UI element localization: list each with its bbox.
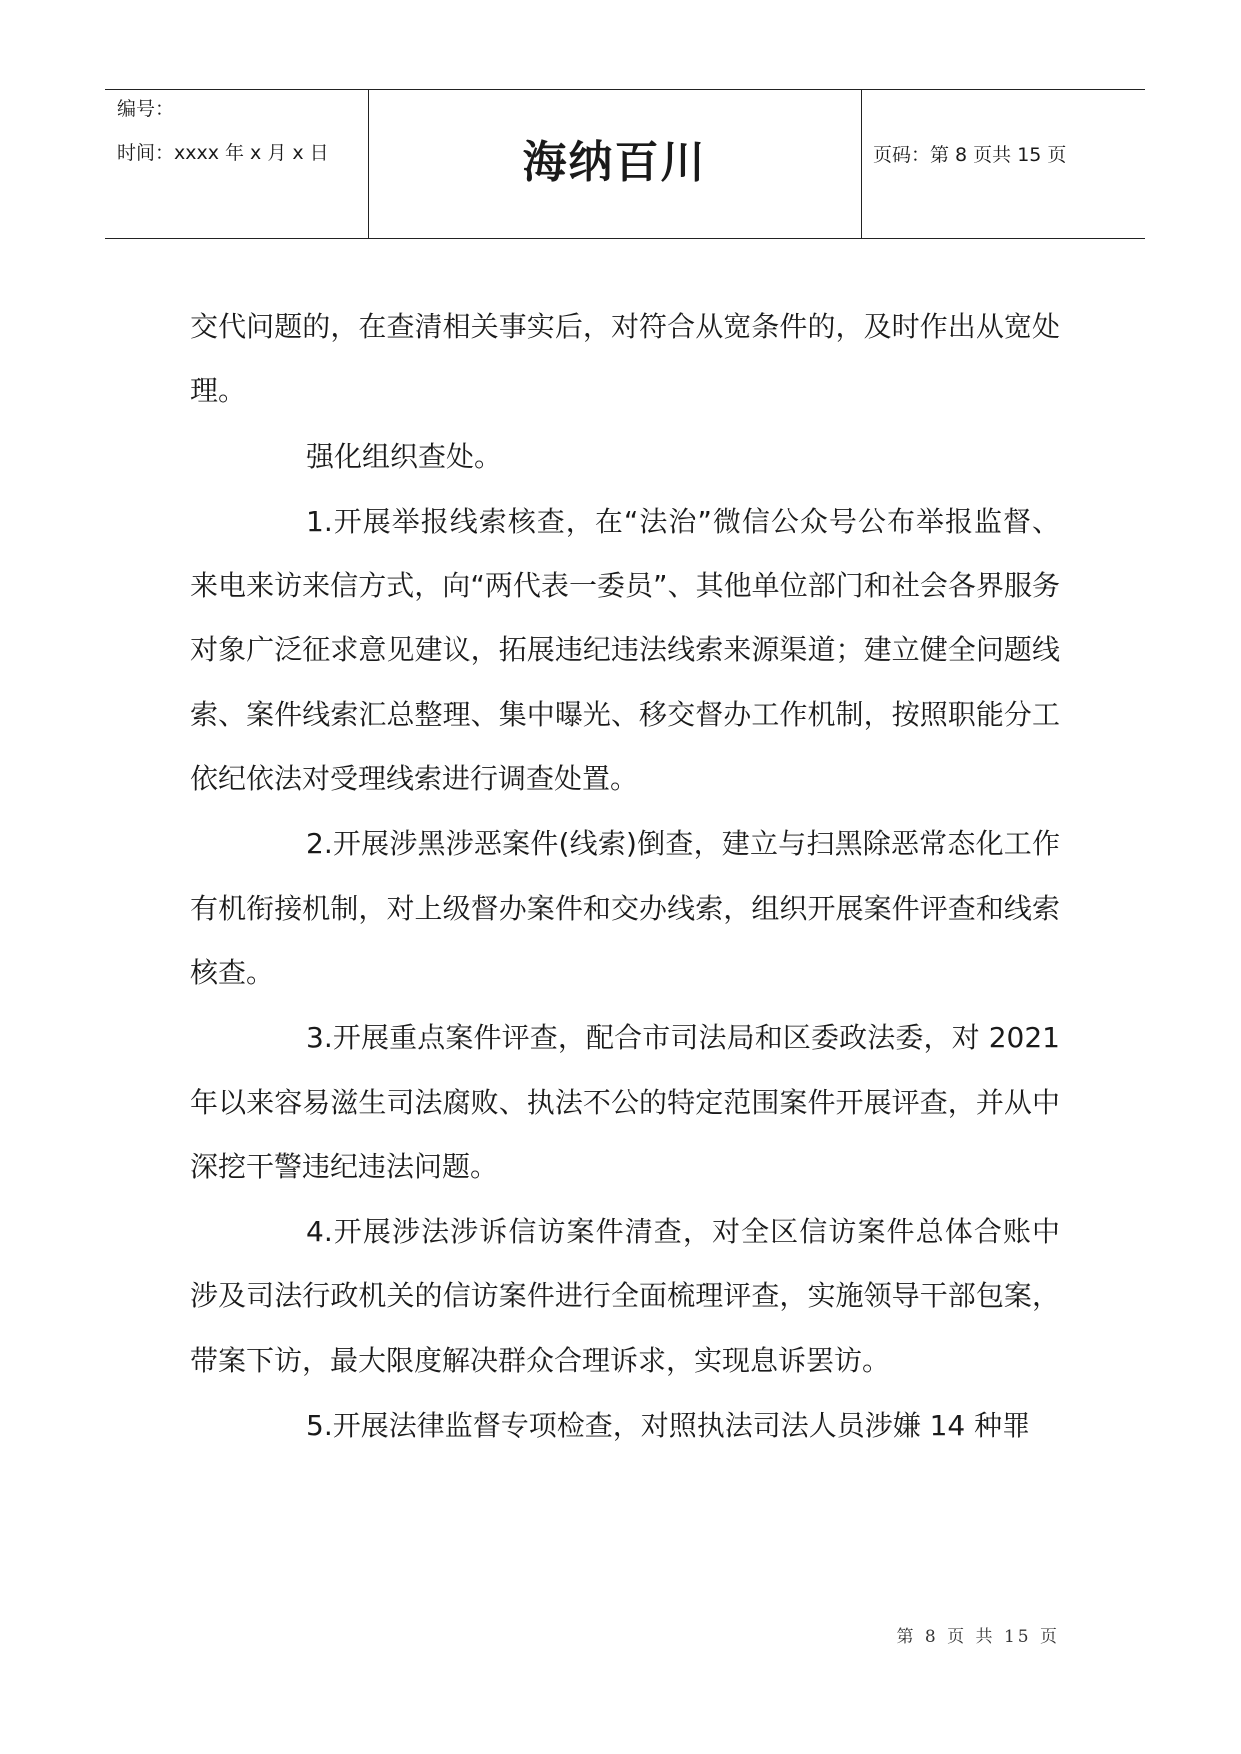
- paragraph-item-4: 4.开展涉法涉诉信访案件清查，对全区信访案件总体合账中涉及司法行政机关的信访案件进行全面梳理评查，实施领导干部包案，带案下访，最大限度解决群众合理诉求，实现息诉罢访。: [190, 1215, 1060, 1377]
- header-title: 海纳百川: [522, 137, 707, 188]
- paragraph-item-5: 5.开展法律监督专项检查，对照执法司法人员涉嫌 14 种罪: [306, 1409, 1031, 1443]
- header-page-label: 页码：第 8 页共 15 页: [873, 144, 1067, 166]
- paragraph-item-3: 3.开展重点案件评查，配合市司法局和区委政法委，对 2021 年以来容易滋生司法腐败、执法不公的特定范围案件开展评查，并从中深挖干警违纪违法问题。: [190, 1021, 1060, 1183]
- header-number-label: 编号：: [117, 98, 175, 120]
- page-footer: 第 8 页 共 15 页: [896, 1627, 1060, 1647]
- document-header: [105, 89, 1145, 239]
- section-heading: 强化组织查处。: [306, 439, 503, 473]
- paragraph-item-2: 2.开展涉黑涉恶案件(线索)倒查，建立与扫黑除恶常态化工作有机衔接机制，对上级督办案件和交办线索，组织开展案件评查和线索核查。: [190, 827, 1060, 989]
- document-body: [190, 295, 1060, 1459]
- paragraph-continuation: 交代问题的，在查清相关事实后，对符合从宽条件的，及时作出从宽处理。: [190, 310, 1060, 408]
- header-time-label: 时间：xxxx 年 x 月 x 日: [117, 142, 329, 164]
- paragraph-item-1: 1.开展举报线索核查，在“法治”微信公众号公布举报监督、来电来访来信方式，向“两代表一委员”、其他单位部门和社会各界服务对象广泛征求意见建议，拓展违纪违法线索来源渠道；建立健全问题线索、案件线索汇总整理、集中曝光、移交督办工作机制，按照职能分工依纪依法对受理线索进行调查处置。: [190, 504, 1060, 796]
- header-divider-right: [861, 90, 862, 238]
